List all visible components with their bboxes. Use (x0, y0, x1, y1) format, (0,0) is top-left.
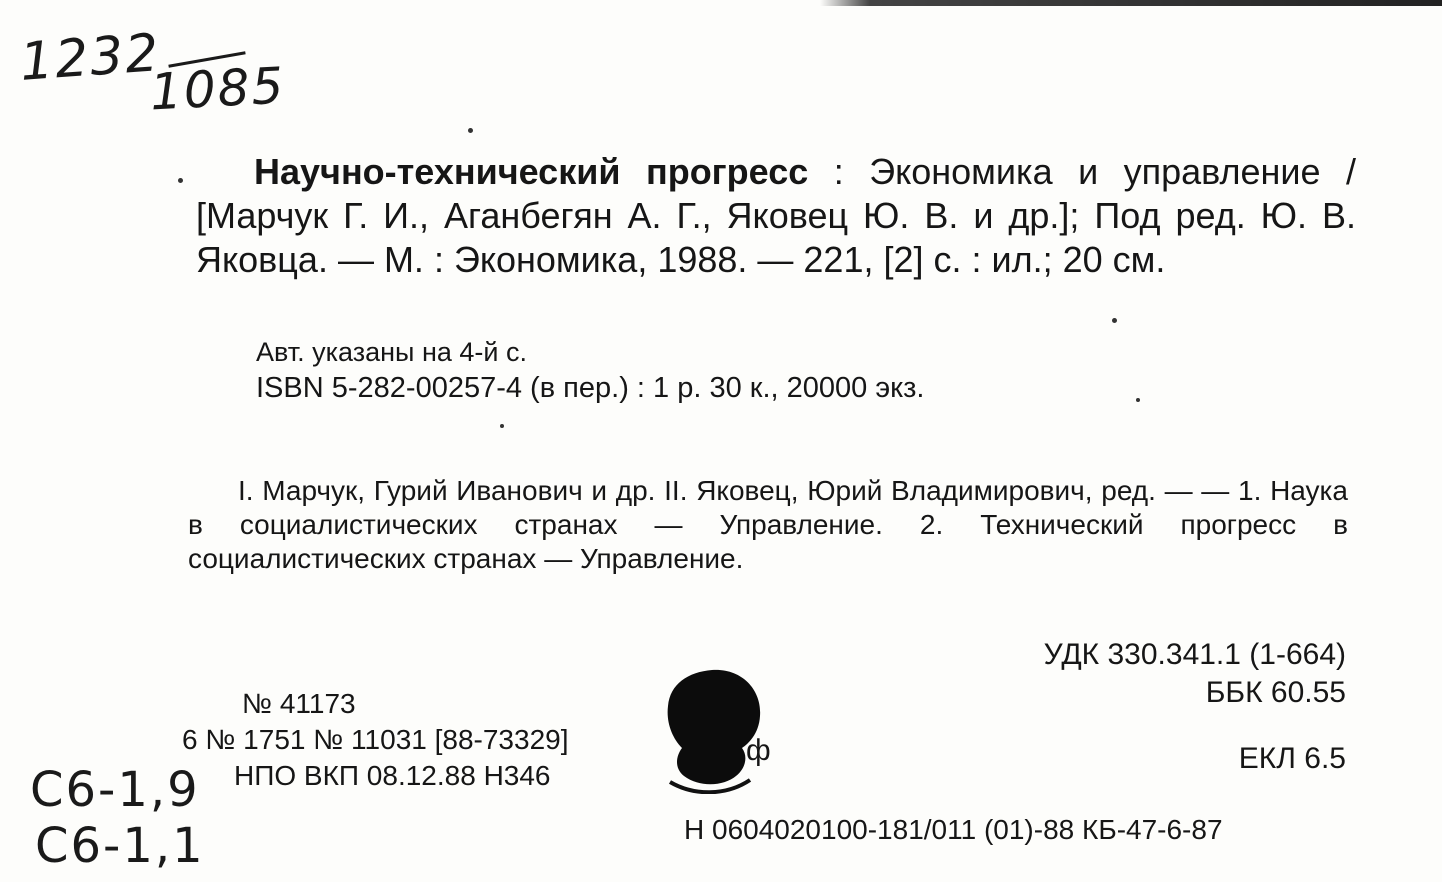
author-note: Авт. указаны на 4-й с. (256, 337, 527, 367)
tracings (188, 474, 1348, 576)
print-info (182, 686, 569, 794)
ekl-code: ЕКЛ 6.5 (1238, 742, 1346, 775)
publisher-index-code: Н 0604020100-181/011 (01)-88 КБ-47-6-87 (684, 814, 1223, 845)
bibliographic-record (196, 150, 1356, 282)
top-edge-rule (820, 0, 1442, 6)
speck (500, 424, 504, 428)
handwritten-number: 1232 (18, 23, 163, 93)
order-number: 6 № 1751 № 11031 [88-73329] (182, 724, 569, 755)
handwritten-shelf-code-1: С6-1,9 (30, 762, 200, 818)
record-title: Научно-технический прогресс (254, 151, 809, 192)
ink-blot (664, 664, 764, 794)
record-description: : Экономика и управление / [Марчук Г. И., Аганбегян А. Г., Яковец Ю. В. и др.]; Под ред. Ю. В. Яковца. — М. : Экономика, 1988. — 221, [2] с. : ил.; 20 см. (196, 151, 1356, 280)
speck (178, 178, 183, 183)
classification-codes (1044, 636, 1346, 778)
npo-line: НПО ВКП 08.12.88 Н346 (234, 760, 551, 791)
bbk-code: ББК 60.55 (1205, 676, 1346, 709)
phi-mark: ф (746, 734, 771, 767)
record-notes (256, 334, 1156, 406)
card-number: № 41173 (242, 688, 356, 719)
handwritten-shelf-code-2: С6-1,1 (35, 818, 205, 874)
spacer (1044, 712, 1346, 740)
handwritten-subnumber: 1085 (148, 56, 287, 122)
tracings-text: I. Марчук, Гурий Иванович и др. II. Яковец, Юрий Владимирович, ред. — — 1. Наука в социалистических странах — Управление. 2. Технический прогресс в социалистических странах — Управление. (188, 475, 1348, 574)
speck (468, 128, 473, 133)
isbn-price-line: ISBN 5-282-00257-4 (в пер.) : 1 р. 30 к., 20000 экз. (256, 372, 925, 404)
speck (1136, 398, 1140, 402)
udk-code: УДК 330.341.1 (1-664) (1043, 638, 1346, 671)
speck (1112, 318, 1117, 323)
